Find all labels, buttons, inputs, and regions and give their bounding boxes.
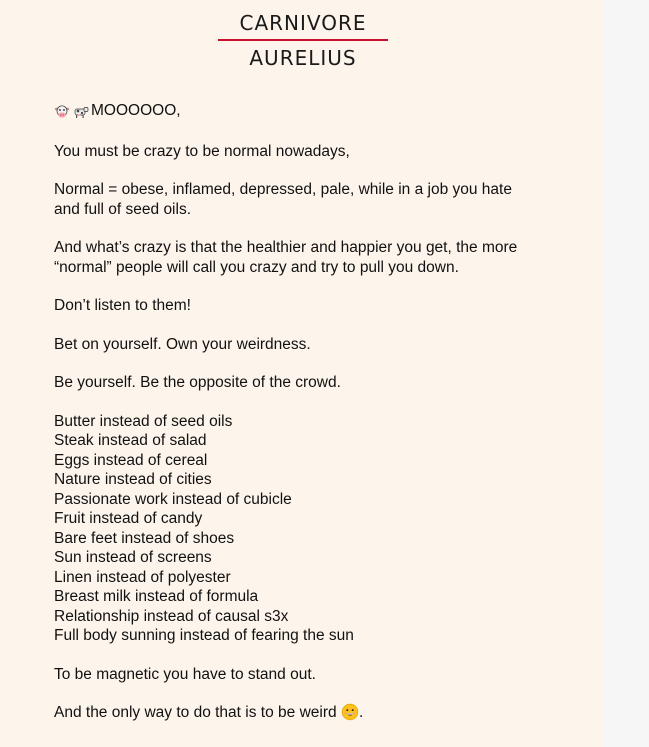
closing-paragraph bbox=[54, 703, 564, 723]
logo-line-1: CARNIVORE bbox=[239, 11, 367, 35]
paragraph: Don’t listen to them! bbox=[54, 297, 191, 314]
list-item: Steak instead of salad bbox=[54, 432, 207, 449]
list-item: Butter instead of seed oils bbox=[54, 412, 233, 430]
paragraph: To be magnetic you have to stand out. bbox=[54, 665, 316, 683]
list-item: Sun instead of screens bbox=[54, 549, 212, 566]
cow-icon bbox=[73, 104, 89, 120]
cow-face-icon bbox=[54, 104, 70, 120]
list-item: Fruit instead of candy bbox=[54, 510, 203, 527]
paragraph: Be yourself. Be the opposite of the crowd. bbox=[54, 374, 341, 391]
paragraph: Bet on yourself. Own your weirdness. bbox=[54, 335, 311, 353]
list-item: Breast milk instead of formula bbox=[54, 588, 259, 605]
logo-line-2: AURELIUS bbox=[249, 46, 357, 70]
list-item: Nature instead of cities bbox=[54, 471, 212, 488]
grinning-face-icon bbox=[341, 703, 359, 721]
paragraph: Normal = obese, inflamed, depressed, pale, while in a job you hate and full of seed oils. bbox=[54, 181, 512, 218]
list-item: Full body sunning instead of fearing the sun bbox=[54, 627, 354, 644]
list-item: Linen instead of polyester bbox=[54, 568, 231, 586]
message-content bbox=[54, 101, 564, 742]
brand-logo bbox=[218, 10, 388, 71]
list-item: Relationship instead of causal s3x bbox=[54, 607, 289, 625]
closing-text: And the only way to do that is to be weird bbox=[54, 704, 337, 721]
paragraph: You must be crazy to be normal nowadays, bbox=[54, 142, 350, 160]
paragraph: And what’s crazy is that the healthier and happier you get, the more “normal” people will call you crazy and try to pull you down. bbox=[54, 239, 518, 276]
closing-end: . bbox=[358, 704, 364, 721]
greeting bbox=[54, 101, 564, 123]
greeting-text: MOOOOOO, bbox=[91, 102, 181, 119]
list-item: Eggs instead of cereal bbox=[54, 451, 208, 469]
logo-divider bbox=[218, 39, 388, 41]
list-item: Bare feet instead of shoes bbox=[54, 529, 235, 547]
list-item: Passionate work instead of cubicle bbox=[54, 490, 292, 508]
comparison-list bbox=[54, 412, 564, 646]
